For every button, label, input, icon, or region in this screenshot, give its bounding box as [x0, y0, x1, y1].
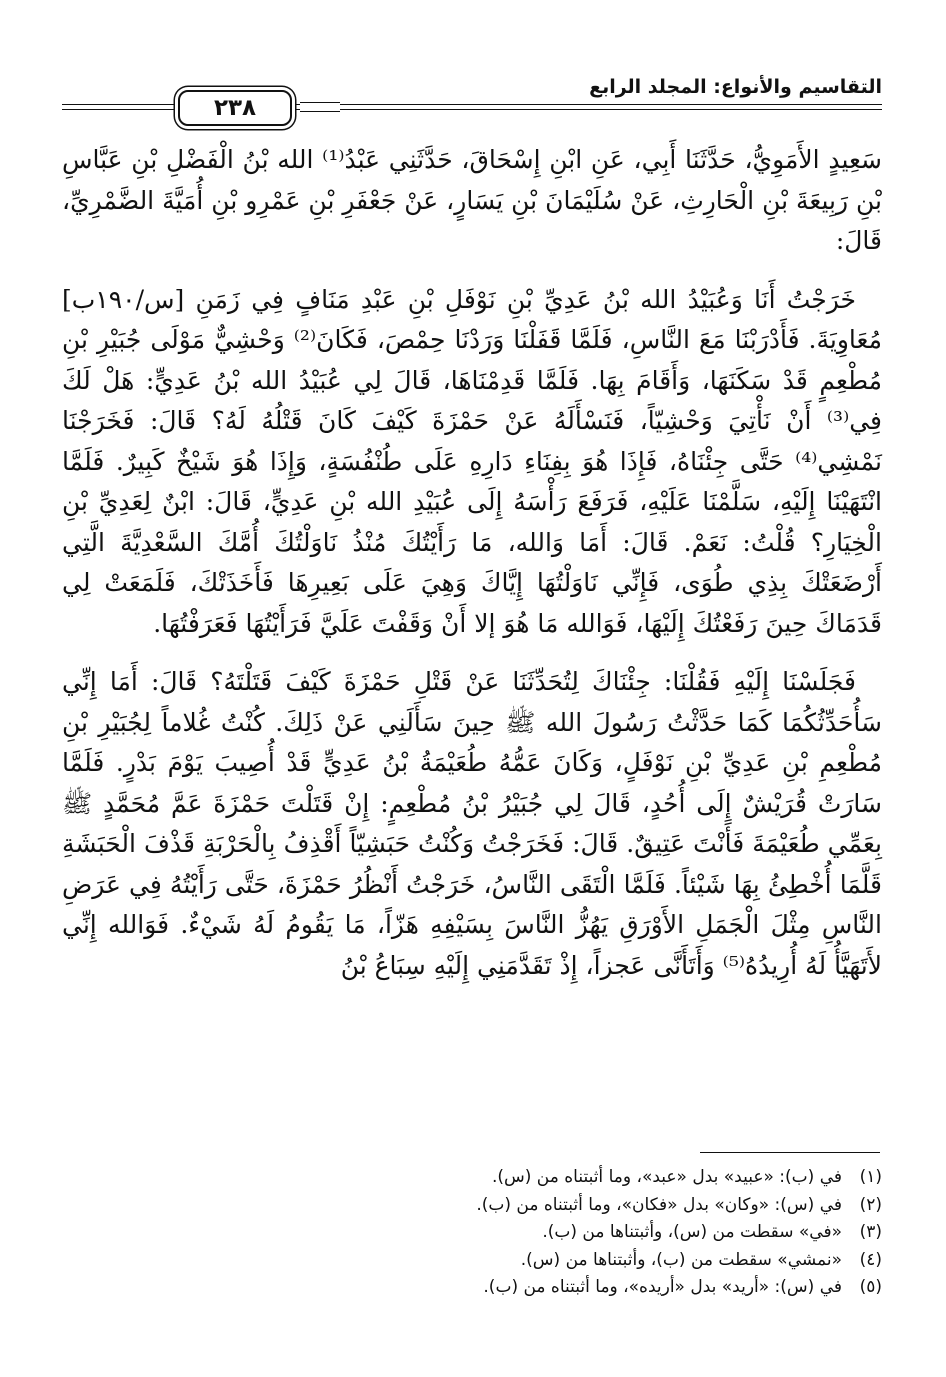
footnote [62, 1192, 882, 1220]
footnote-number: (٣) [859, 1222, 882, 1242]
footnote-rule [700, 1152, 880, 1153]
page-number-text: ٢٣٨ [213, 95, 257, 121]
footnote-number: (٥) [859, 1277, 882, 1297]
footnote-text: في (س): «وكان» بدل «فكان»، وما أثبتناه من (ب). [476, 1194, 842, 1215]
footnotes [62, 1164, 882, 1302]
footnote-number: (٤) [859, 1249, 882, 1270]
footnote [62, 1247, 882, 1275]
footnote-text: «نمشي» سقطت من (ب)، وأثبتناها من (س). [520, 1249, 842, 1270]
footnote [62, 1219, 882, 1247]
footnote-text: «في» سقطت من (س)، وأثبتناها من (ب). [542, 1222, 842, 1242]
main-text [62, 140, 882, 986]
paragraph-isnad: سَعِيدٍ الأَمَوِيُّ، حَدَّثَنَا أَبِي، عَنِ ابْنِ إِسْحَاقَ، حَدَّثَنِي عَبْدُ⁽¹⁾ الله بْنُ الْفَضْلِ بْنِ عَبَّاسِ بْنِ رَبِيعَةَ بْنِ الْحَارِثِ، عَنْ سُلَيْمَانَ بْنِ يَسَارٍ، عَنْ جَعْفَرِ بْنِ عَمْرِو بْنِ أُمَيَّةَ الضَّمْرِيِّ، قَالَ: [62, 145, 882, 255]
footnote-number: (٢) [859, 1194, 882, 1215]
footnote [62, 1164, 882, 1192]
footnote-number: (١) [859, 1167, 882, 1187]
paragraph-narration-2: فَجَلَسْنَا إِلَيْهِ فَقُلْنَا: جِئْنَاكَ لِتُحَدِّثَنَا عَنْ قَتْلِ حَمْزَةَ كَيْفَ قَتَلْتَهُ؟ قَالَ: أَمَا إِنِّي سَأُحَدِّثُكُمَا كَمَا حَدَّثْتُ رَسُولَ الله ﷺ حِينَ سَأَلَنِي عَنْ ذَلِكَ. كُنْتُ غُلاماً لِجُبَيْرِ بْنِ مُطْعِمِ بْنِ عَدِيِّ بْنِ نَوْفَلٍ، وَكَانَ عَمُّهُ طُعَيْمَةُ بْنُ عَدِيٍّ قَدْ أُصِيبَ يَوْمَ بَدْرٍ. فَلَمَّا سَارَتْ قُرَيْشٌ إِلَى أُحُدٍ، قَالَ لِي جُبَيْرُ بْنُ مُطْعِمٍ: إِنْ قَتَلْتَ حَمْزَةَ عَمَّ مُحَمَّدٍ ﷺ بِعَمِّي طُعَيْمَةَ فَأَنْتَ عَتِيقٌ. قَالَ: فَخَرَجْتُ وَكُنْتُ حَبَشِيّاً أَقْذِفُ بِالْحَرْبَةِ قَذْفَ الْحَبَشَةِ قَلَّمَا أُخْطِئُ بِهَا شَيْئاً. فَلَمَّا الْتَقَى النَّاسُ، خَرَجْتُ أَنْظُرُ حَمْزَةَ، حَتَّى رَأَيْتُهُ فِي عَرَضِ النَّاسِ مِثْلَ الْجَمَلِ الأَوْرَقِ يَهُزُّ النَّاسَ بِسَيْفِهِ هَزّاً، مَا يَقُومُ لَهُ شَيْءٌ. فَوَالله إِنِّي لأَتَهَيَّأُ لَهُ أُرِيدُهُ⁽⁵⁾ وَأَتَأَنَّى عَجزاً، إِذْ تَقَدَّمَنِي إِلَيْهِ سِبَاعُ بْنُ [62, 667, 882, 980]
footnote [62, 1274, 882, 1302]
footnote-text: في (ب): «عبيد» بدل «عبد»، وما أثبتناه من (س). [491, 1167, 842, 1187]
footnote-text: في (س): «أريد» بدل «أريده»، وما أثبتناه من (ب). [483, 1277, 842, 1297]
paragraph-narration-1: خَرَجْتُ أَنَا وَعُبَيْدُ الله بْنُ عَدِيِّ بْنِ نَوْفَلِ بْنِ عَبْدِ مَنَافٍ فِي زَمَنِ [س/١٩٠ب] مُعَاوِيَةَ. فَأَدْرَبْنَا مَعَ النَّاسِ، فَلَمَّا قَفَلْنَا وَرَدْنَا حِمْصَ، فَكَانَ⁽²⁾ وَحْشِيٌّ مَوْلَى جُبَيْرِ بْنِ مُطْعِمٍ قَدْ سَكَنَهَا، وَأَقَامَ بِهَا. فَلَمَّا قَدِمْنَاهَا، قَالَ لِي عُبَيْدُ الله بْنُ عَدِيٍّ: هَلْ لَكَ فِي⁽³⁾ أَنْ نَأْتِيَ وَحْشِيّاً، فَنَسْأَلَهُ عَنْ حَمْزَةَ كَيْفَ كَانَ قَتْلُهُ لَهُ؟ قَالَ: فَخَرَجْنَا نَمْشِي⁽⁴⁾ حَتَّى جِئْنَاهُ، فَإِذَا هُوَ بِفِنَاءِ دَارِهِ عَلَى طُنْفُسَةٍ، وَإِذَا هُوَ شَيْخٌ كَبِيرٌ. فَلَمَّا انْتَهَيْنَا إِلَيْهِ، سَلَّمْنَا عَلَيْهِ، فَرَفَعَ رَأْسَهُ إِلَى عُبَيْدِ الله بْنِ عَدِيٍّ، قَالَ: ابْنٌ لِعَدِيِّ بْنِ الْخِيَارِ؟ قُلْتُ: نَعَمْ. قَالَ: أَمَا وَالله، مَا رَأَيْتُكَ مُنْذُ نَاوَلْتُكَ أُمَّكَ السَّعْدِيَّةَ الَّتِي أَرْضَعَتْكَ بِذِي طُوَى، فَإِنِّي نَاوَلْتُهَا إِيَّاكَ وَهِيَ عَلَى بَعِيرِهَا فَأَخَذَتْكَ، فَلَمَعَتْ لِي قَدَمَاكَ حِينَ رَفَعْتُكَ إِلَيْهَا، فَوَالله مَا هُوَ إلا أَنْ وَقَفْتَ عَلَيَّ فَرَأَيْتُهَا فَعَرَفْتُهَا. [62, 284, 882, 638]
header-rule-ornament [300, 102, 340, 112]
page-number [178, 90, 292, 126]
running-title: التقاسيم والأنواع: المجلد الرابع [589, 76, 882, 98]
